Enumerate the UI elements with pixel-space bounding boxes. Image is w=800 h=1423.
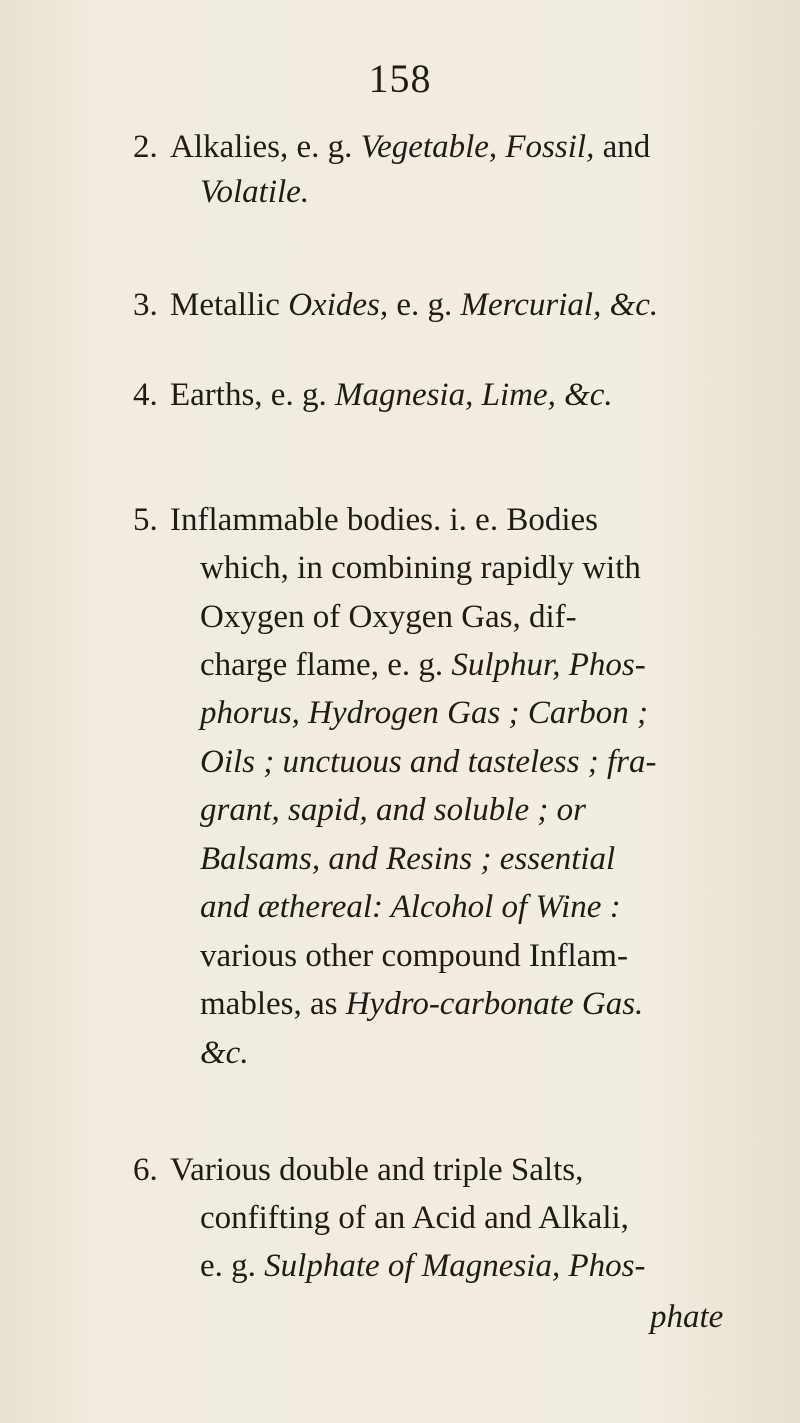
entry-line: confifting of an Acid and Alkali, [200, 1200, 629, 1236]
entry-number: 2. [133, 129, 158, 165]
entry-line: Alkalies, e. g. Vegetable, Fossil, and [170, 129, 651, 165]
entry-line: Oils ; unctuous and tasteless ; fra- [200, 744, 657, 780]
entry-number: 6. [133, 1152, 158, 1188]
entry-line: charge flame, e. g. Sulphur, Phos- [200, 647, 646, 683]
entry-line: Earths, e. g. Magnesia, Lime, &c. [170, 377, 613, 413]
entry-line: e. g. Sulphate of Magnesia, Phos- [200, 1248, 646, 1284]
entry-number: 4. [133, 377, 158, 413]
entry-line: which, in combining rapidly with [200, 550, 641, 586]
catchword: phate [650, 1299, 724, 1335]
page-number: 158 [368, 56, 432, 101]
entry-line: phorus, Hydrogen Gas ; Carbon ; [200, 695, 648, 731]
entry-line: Balsams, and Resins ; essential [200, 841, 616, 877]
entry-line: Inflammable bodies. i. e. Bodies [170, 502, 598, 538]
entry-line: &c. [200, 1035, 249, 1071]
entry-line: mables, as Hydro-carbonate Gas. [200, 986, 644, 1022]
entry-line: and æthereal: Alcohol of Wine : [200, 889, 621, 925]
entry-line: grant, sapid, and soluble ; or [200, 792, 586, 828]
entry-number: 3. [133, 287, 158, 323]
entry-line: Oxygen of Oxygen Gas, dif- [200, 599, 577, 635]
entry-line: various other compound Inflam- [200, 938, 628, 974]
entry-line: Volatile. [200, 174, 310, 210]
entry-line: Metallic Oxides, e. g. Mercurial, &c. [170, 287, 659, 323]
entry-number: 5. [133, 502, 158, 538]
entry-line: Various double and triple Salts, [170, 1152, 584, 1188]
